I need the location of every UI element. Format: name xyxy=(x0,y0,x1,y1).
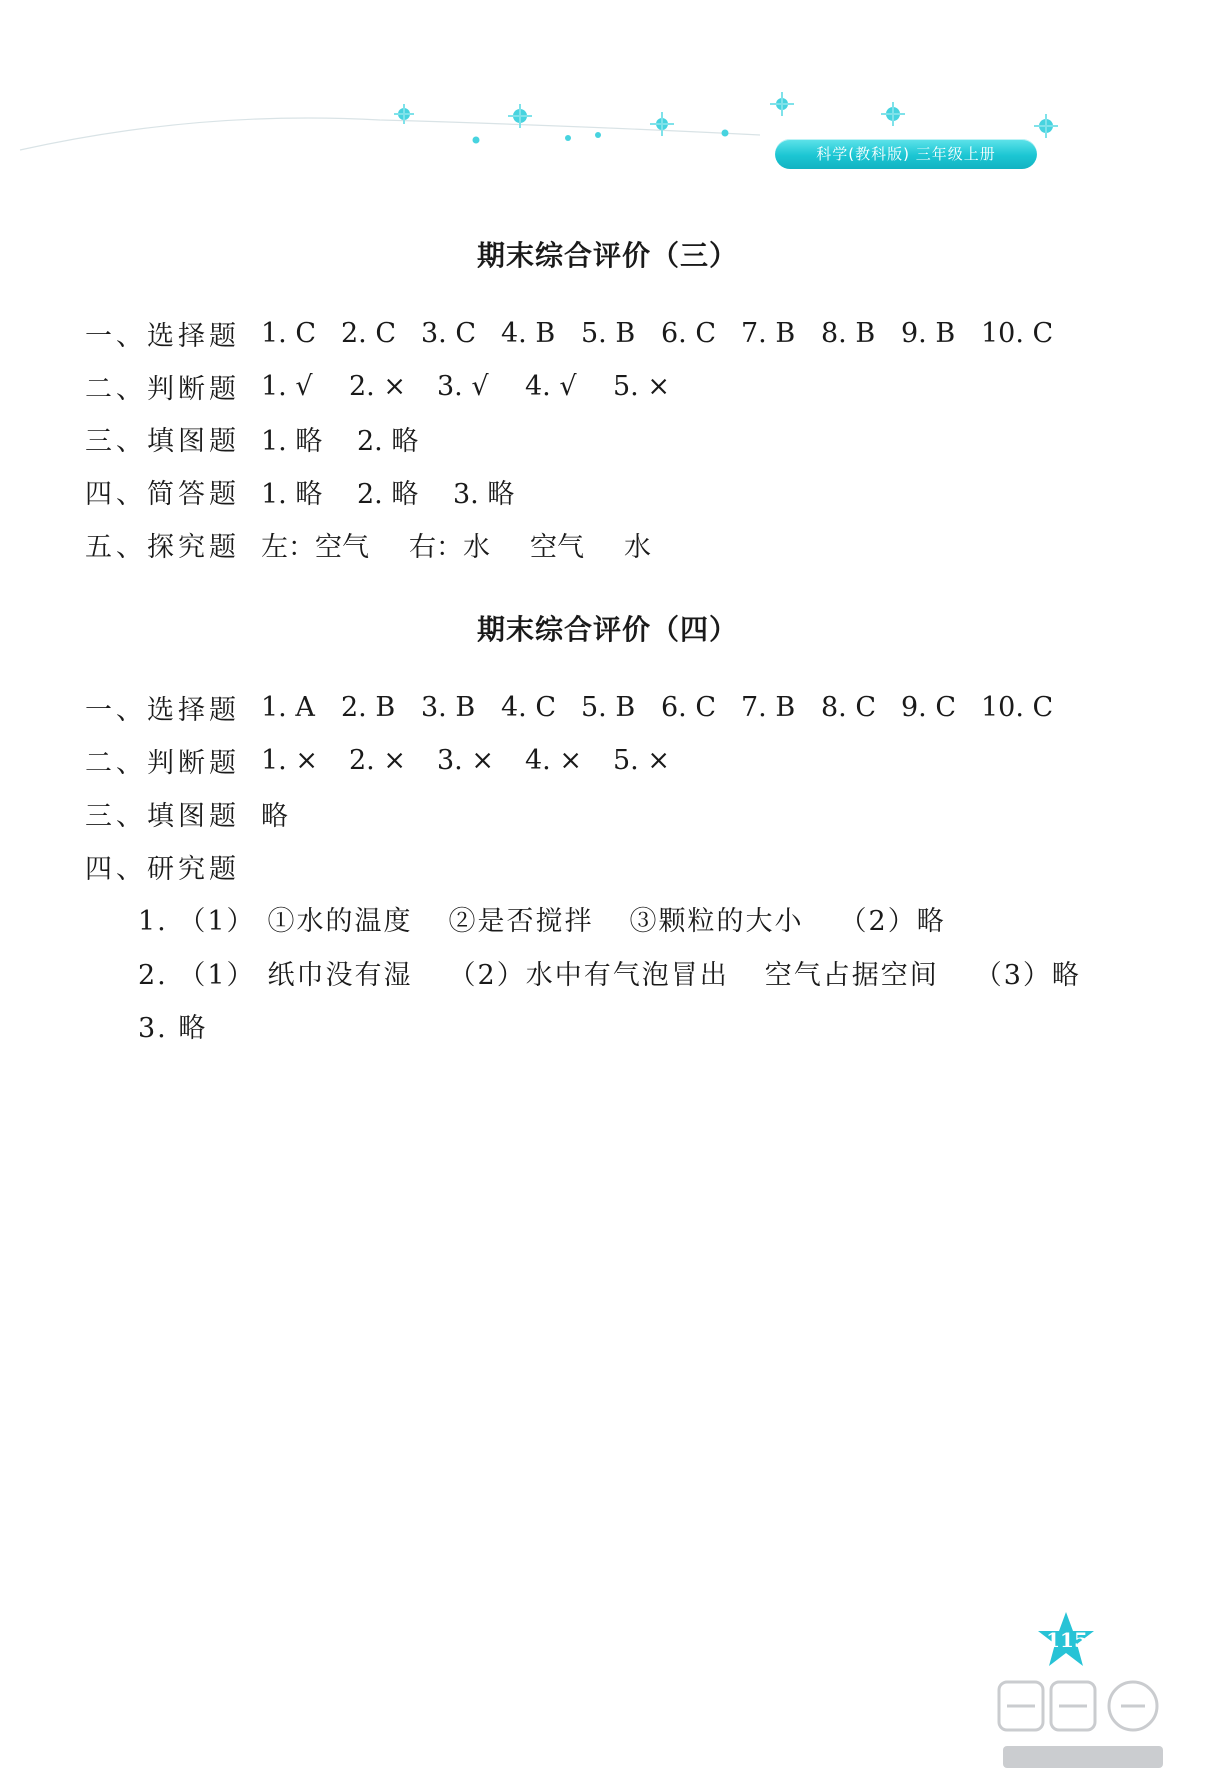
row-label: 四、研究题 xyxy=(85,853,240,885)
research-segment: 2. （1） xyxy=(138,959,256,991)
answer-item: 4. C xyxy=(501,691,557,723)
row-label: 五、探究题 xyxy=(85,531,240,563)
answer-item: 3. C xyxy=(421,317,477,349)
research-segment: ③颗粒的大小 xyxy=(629,905,804,937)
answer-item: 3. √ xyxy=(437,370,489,402)
answer-item: 3. 略 xyxy=(453,478,515,510)
answer-item: 10. C xyxy=(981,317,1054,349)
research-segment: ①水的温度 xyxy=(267,905,413,937)
answer-item: 4. B xyxy=(501,317,556,349)
row-label: 四、简答题 xyxy=(85,478,240,510)
page-number: 115 xyxy=(1046,1628,1088,1652)
research-segment: ②是否搅拌 xyxy=(448,905,594,937)
answer-item: 5. B xyxy=(581,691,636,723)
s4-choice-row xyxy=(85,687,1071,727)
answer-item: 2. × xyxy=(349,370,406,402)
row-label: 一、选择题 xyxy=(85,320,240,352)
answer-item: 空气 xyxy=(530,531,584,563)
answer-item: 1. 略 xyxy=(261,478,323,510)
section-title-4: 期末综合评价（四） xyxy=(476,613,738,646)
s3-fill-row xyxy=(85,418,453,458)
answer-item: 1. × xyxy=(261,744,318,776)
answer-item: 5. × xyxy=(613,744,670,776)
s4-research-q3 xyxy=(138,1005,243,1045)
watermark-logo xyxy=(993,1672,1193,1782)
answer-item: 5. × xyxy=(613,370,670,402)
s4-research-q1 xyxy=(138,898,982,938)
research-segment: （2）水中有气泡冒出 xyxy=(448,959,729,991)
s4-research-q2 xyxy=(138,952,1117,992)
answer-item: 3. × xyxy=(437,744,494,776)
row-label: 一、选择题 xyxy=(85,694,240,726)
answer-item: 8. B xyxy=(821,317,876,349)
answer-item: 9. B xyxy=(901,317,956,349)
answer-item: 10. C xyxy=(981,691,1054,723)
section-title-3: 期末综合评价（三） xyxy=(476,239,738,272)
answer-item: 1. C xyxy=(261,317,317,349)
answer-item: 8. C xyxy=(821,691,877,723)
answer-item: 略 xyxy=(261,800,288,832)
answer-item: 4. √ xyxy=(525,370,577,402)
research-segment: （2）略 xyxy=(839,905,946,937)
s3-short-answer-row xyxy=(85,471,549,511)
answer-item: 7. B xyxy=(741,691,796,723)
answer-item: 左：空气 xyxy=(261,531,369,563)
answer-item: 7. B xyxy=(741,317,796,349)
s3-explore-row xyxy=(85,524,691,564)
answer-item: 1. 略 xyxy=(261,425,323,457)
answer-item: 6. C xyxy=(661,317,717,349)
answer-item: 5. B xyxy=(581,317,636,349)
answer-item: 2. 略 xyxy=(357,478,419,510)
s3-judge-row xyxy=(85,366,701,406)
research-segment: 纸巾没有湿 xyxy=(267,959,413,991)
s3-choice-row xyxy=(85,313,1071,353)
book-badge: 科学(教科版) 三年级上册 xyxy=(775,139,1037,169)
answer-item: 6. C xyxy=(661,691,717,723)
answer-item: 3. B xyxy=(421,691,476,723)
row-label: 二、判断题 xyxy=(85,373,240,405)
answer-item: 2. 略 xyxy=(357,425,419,457)
research-segment: 3. 略 xyxy=(138,1012,208,1044)
s4-judge-row xyxy=(85,740,701,780)
research-segment: 空气占据空间 xyxy=(764,959,939,991)
row-label: 三、填图题 xyxy=(85,425,240,457)
answer-item: 右：水 xyxy=(409,531,490,563)
research-segment: 1. （1） xyxy=(138,905,256,937)
answer-item: 1. √ xyxy=(261,370,313,402)
answer-item: 水 xyxy=(624,531,651,563)
research-segment: （3）略 xyxy=(974,959,1081,991)
answer-item: 2. C xyxy=(341,317,397,349)
answer-item: 2. B xyxy=(341,691,396,723)
answer-item: 2. × xyxy=(349,744,406,776)
row-label: 三、填图题 xyxy=(85,800,240,832)
s4-fill-row xyxy=(85,793,357,833)
s4-research-row xyxy=(85,846,261,886)
row-label: 二、判断题 xyxy=(85,747,240,779)
answer-item: 1. A xyxy=(261,691,315,723)
answer-item: 9. C xyxy=(901,691,957,723)
answer-item: 4. × xyxy=(525,744,582,776)
header-decoration xyxy=(0,80,1215,190)
